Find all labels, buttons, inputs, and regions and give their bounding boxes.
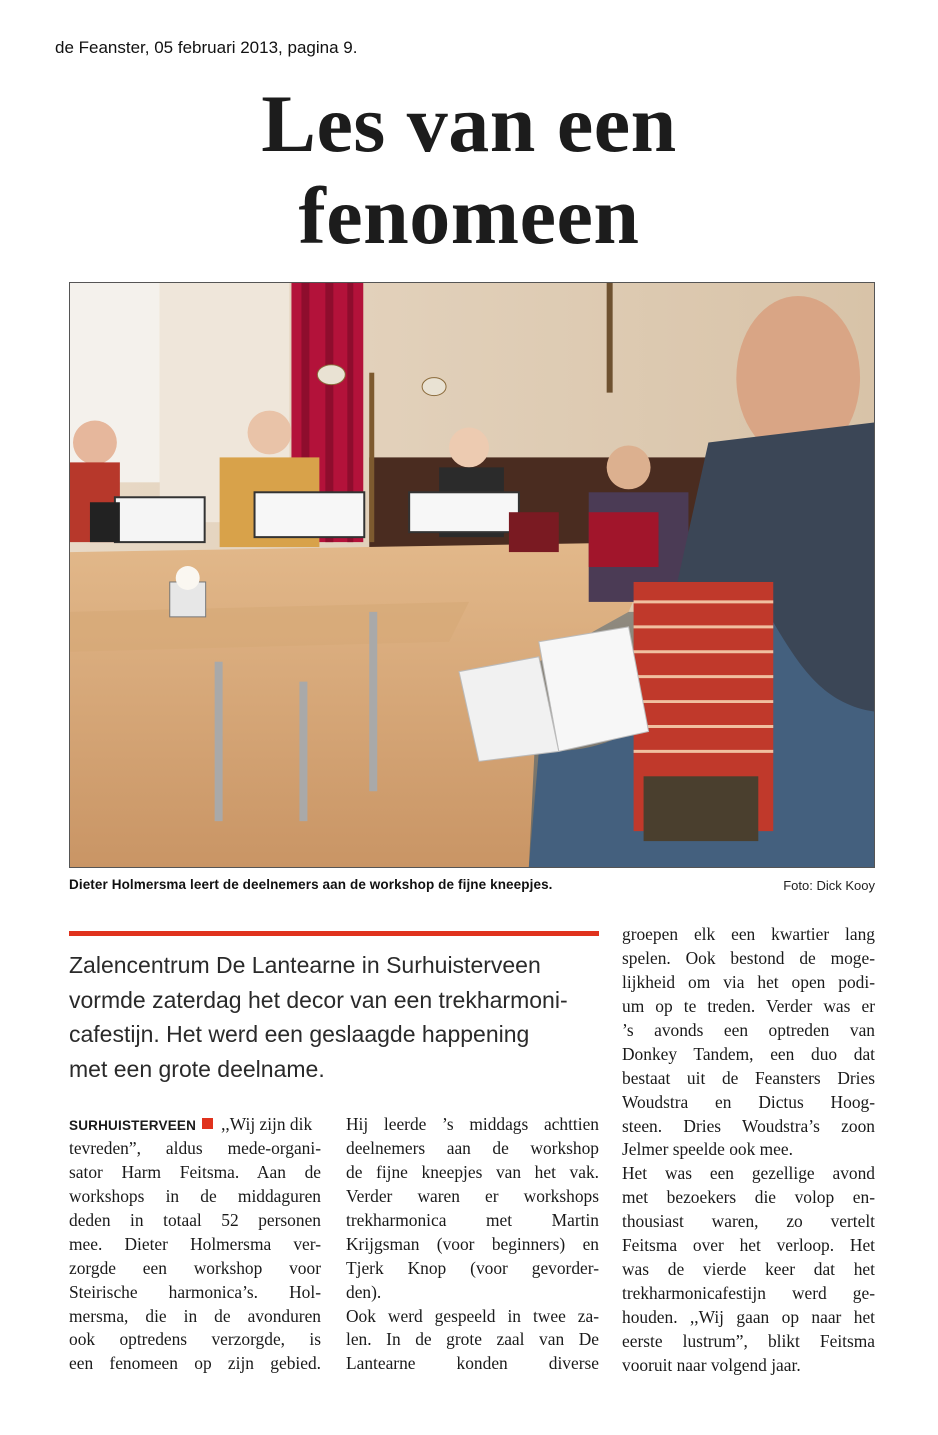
body-line: met bezoekers die volop en- <box>622 1187 875 1208</box>
body-line: Het was een gezellige avond <box>622 1163 875 1184</box>
body-line: zorgde een workshop voor <box>69 1257 321 1278</box>
body-line: lijkheid om via het open podi- <box>622 971 875 992</box>
headline-line: fenomeen <box>298 170 640 261</box>
body-line: eerste lustrum”, blikt Feitsma <box>622 1330 875 1351</box>
body-text: ,,Wij zijn dik <box>221 1114 313 1134</box>
photo-credit: Foto: Dick Kooy <box>783 878 875 893</box>
body-line: len. In de grote zaal van De <box>346 1329 599 1350</box>
body-line: spelen. Ook bestond de moge- <box>622 947 875 968</box>
body-line: Tjerk Knop (voor gevorder- <box>346 1257 599 1278</box>
body-line: trekharmonica met Martin <box>346 1209 599 1230</box>
body-line: um op te treden. Verder was er <box>622 995 875 1016</box>
source-line: de Feanster, 05 februari 2013, pagina 9. <box>55 38 358 57</box>
intro-paragraph <box>69 948 609 1086</box>
photo-illustration <box>70 283 874 867</box>
body-line: de fijne kneepjes van het vak. <box>346 1161 599 1182</box>
body-line: deelnemers aan de workshop <box>346 1137 599 1158</box>
body-line: deden in totaal 52 personen <box>69 1209 321 1230</box>
body-line: sator Harm Feitsma. Aan de <box>69 1161 321 1182</box>
body-line: trekharmonicafestijn werd ge- <box>622 1283 875 1304</box>
body-line: thousiast waren, zo vertelt <box>622 1211 875 1232</box>
body-line: mee. Dieter Holmersma ver- <box>69 1233 321 1254</box>
body-line: houden. ,,Wij gaan op naar het <box>622 1307 875 1327</box>
body-line: Donkey Tandem, een duo dat <box>622 1043 875 1064</box>
body-column-3 <box>622 923 875 1378</box>
body-line: Feitsma over het verloop. Het <box>622 1235 875 1256</box>
article-photo <box>69 282 875 868</box>
body-line <box>69 1113 321 1137</box>
intro-line: cafestijn. Het werd een geslaagde happening <box>69 1021 530 1047</box>
body-line: Krijgsman (voor beginners) en <box>346 1233 599 1254</box>
intro-line: met een grote deelname. <box>69 1055 325 1082</box>
body-line: Ook werd gespeeld in twee za- <box>346 1305 599 1326</box>
body-line: ook optredens verzorgde, is <box>69 1329 321 1350</box>
body-column-1 <box>69 1113 321 1376</box>
body-line: Verder waren er workshops <box>346 1185 599 1206</box>
photo-caption: Dieter Holmersma leert de deelnemers aan de workshop de fijne kneepjes. <box>69 877 553 892</box>
body-line: bestaat uit de Feansters Dries <box>622 1067 875 1088</box>
body-line: Hij leerde ’s middags achttien <box>346 1114 599 1134</box>
body-line: steen. Dries Woudstra’s zoon <box>622 1115 875 1136</box>
body-line: Steirische harmonica’s. Hol- <box>69 1281 321 1302</box>
intro-line: Zalencentrum De Lantearne in Surhuisterveen <box>69 952 541 978</box>
body-line: Woudstra en Dictus Hoog- <box>622 1091 875 1112</box>
body-line: tevreden”, aldus mede-organi- <box>69 1137 321 1158</box>
body-column-2 <box>346 1113 599 1376</box>
body-line: mersma, die in de avonduren <box>69 1305 321 1326</box>
red-square-icon <box>202 1118 213 1129</box>
headline <box>0 78 938 262</box>
body-line: groepen elk een kwartier lang <box>622 924 875 944</box>
body-line: was de vierde keer dat het <box>622 1259 875 1280</box>
body-line: Jelmer speelde ook mee. <box>622 1139 793 1160</box>
body-line: den). <box>346 1281 382 1302</box>
body-line: workshops in de middaguren <box>69 1185 321 1206</box>
body-line: vooruit naar volgend jaar. <box>622 1354 801 1375</box>
dateline: SURHUISTERVEEN <box>69 1118 197 1133</box>
body-line: Lantearne konden diverse <box>346 1353 599 1374</box>
body-line: ’s avonds een optreden van <box>622 1019 875 1040</box>
body-line: een fenomeen op zijn gebied. <box>69 1353 321 1374</box>
headline-line: Les van een <box>261 78 677 169</box>
intro-line: vormde zaterdag het decor van een trekharmoni- <box>69 986 568 1013</box>
accent-rule <box>69 931 599 936</box>
